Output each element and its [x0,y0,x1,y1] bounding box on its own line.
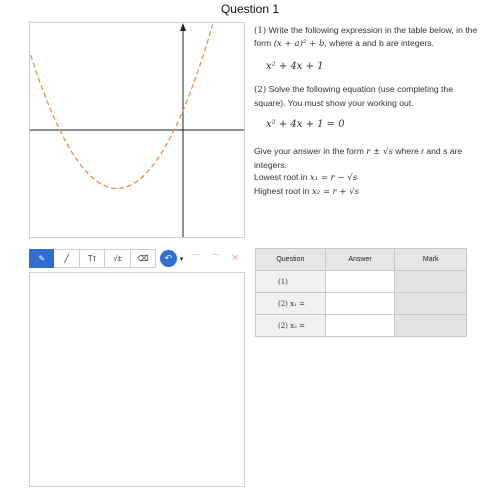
part2-text: (2) Solve the following equation (use completing the square). You must show your working out. [254,84,453,108]
undo-icon: ↶ [164,253,173,263]
mark-cell [395,271,467,293]
square-root-icon: √± [113,254,122,263]
header-question: Question [256,249,326,271]
close-icon: ✕ [231,253,240,264]
header-answer: Answer [325,249,395,271]
undo-arc-icon: ⌒ [191,255,202,266]
table-row [256,271,467,293]
question-prompt [254,24,486,198]
answer-form-instructions: Give your answer in the form r ± √s where r and s are integers. [254,146,463,170]
redo-button[interactable] [206,249,226,268]
expression: x² + 4x + 1 [266,60,324,72]
table-row [256,315,467,337]
pen-tool-button[interactable] [29,249,54,268]
question-cell: (2) x₂ = [256,315,326,337]
chevron-down-icon: ▾ [179,255,184,263]
part1-text: (1) Write the following expression in the table below, in the form (x + a)² + b, where a and b are integers. [254,25,478,50]
text-tool-button[interactable] [80,249,105,268]
pencil-icon: ✎ [38,254,46,263]
drawing-canvas[interactable] [29,272,245,487]
header-mark: Mark [395,249,467,271]
math-tool-button[interactable] [105,249,130,268]
line-icon: ╱ [64,254,70,263]
drawing-toolbar [29,249,245,268]
eraser-icon: ⌫ [137,254,149,263]
equation: x² + 4x + 1 = 0 [266,119,345,131]
clear-button[interactable] [225,249,245,268]
page-title: Question 1 [220,2,280,16]
function-graph [29,22,245,238]
graph-plot [30,23,244,237]
highest-root-line: Highest root in x₂ = r + √s [254,185,360,197]
lowest-root-line: Lowest root in x₁ = r − √s [254,172,358,184]
answer-table [255,248,467,337]
eraser-tool-button[interactable] [131,249,156,268]
question-cell: (2) x₁ = [256,293,326,315]
mark-cell [395,315,467,337]
undo-menu-button[interactable] [160,250,177,267]
undo-dropdown-button[interactable] [177,249,187,268]
line-tool-button[interactable] [54,249,79,268]
y-axis-arrow-icon [180,23,186,31]
mark-cell [395,293,467,315]
table-row [256,293,467,315]
question-cell: (1) [256,271,326,293]
answer-input[interactable] [325,315,395,337]
redo-arc-icon: ⌒ [210,255,221,266]
answer-input[interactable] [325,293,395,315]
parabola-curve [30,25,213,189]
undo-button[interactable] [186,249,206,268]
table-header-row [256,249,467,271]
text-size-icon: Tт [87,254,97,263]
answer-input[interactable] [325,271,395,293]
